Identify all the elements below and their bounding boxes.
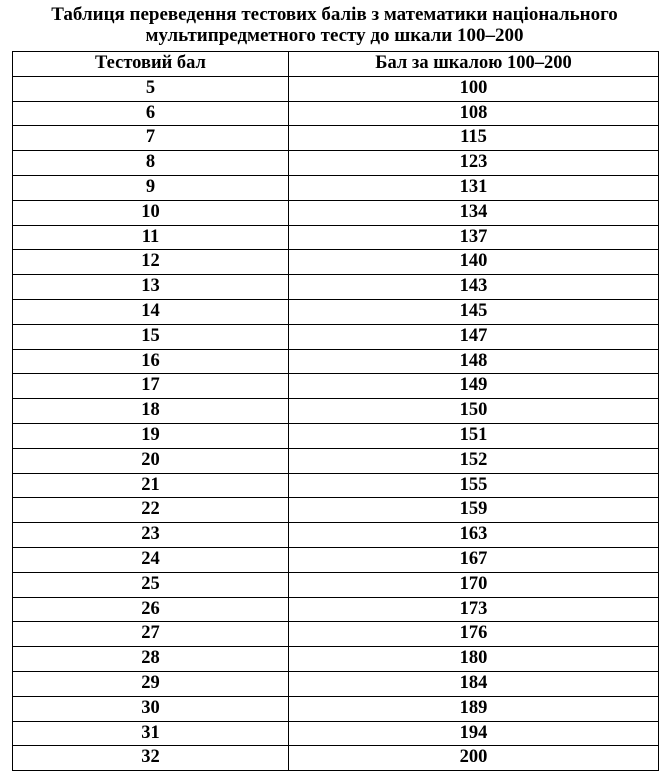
test-score-cell: 28 bbox=[13, 647, 289, 672]
header-scaled-score: Бал за шкалою 100–200 bbox=[289, 52, 659, 77]
test-score-cell: 29 bbox=[13, 671, 289, 696]
title-line-2: мультипредметного тесту до шкали 100–200 bbox=[145, 25, 524, 46]
table-row bbox=[13, 473, 659, 498]
scaled-score-cell: 147 bbox=[289, 324, 659, 349]
table-row bbox=[13, 374, 659, 399]
table-row bbox=[13, 647, 659, 672]
scaled-score-cell: 131 bbox=[289, 175, 659, 200]
scaled-score-cell: 180 bbox=[289, 647, 659, 672]
table-row bbox=[13, 324, 659, 349]
table-row bbox=[13, 597, 659, 622]
scaled-score-cell: 173 bbox=[289, 597, 659, 622]
table-row bbox=[13, 399, 659, 424]
test-score-cell: 18 bbox=[13, 399, 289, 424]
test-score-cell: 16 bbox=[13, 349, 289, 374]
test-score-cell: 21 bbox=[13, 473, 289, 498]
table-row bbox=[13, 498, 659, 523]
table-row bbox=[13, 572, 659, 597]
test-score-cell: 5 bbox=[13, 76, 289, 101]
scaled-score-cell: 194 bbox=[289, 721, 659, 746]
table-row bbox=[13, 175, 659, 200]
scaled-score-cell: 163 bbox=[289, 523, 659, 548]
table-row bbox=[13, 225, 659, 250]
table-row bbox=[13, 448, 659, 473]
document-title bbox=[0, 4, 669, 46]
scaled-score-cell: 108 bbox=[289, 101, 659, 126]
scaled-score-cell: 145 bbox=[289, 299, 659, 324]
table-row bbox=[13, 76, 659, 101]
table-row bbox=[13, 126, 659, 151]
scaled-score-cell: 100 bbox=[289, 76, 659, 101]
table-row bbox=[13, 523, 659, 548]
table-row bbox=[13, 671, 659, 696]
test-score-cell: 19 bbox=[13, 423, 289, 448]
scaled-score-cell: 151 bbox=[289, 423, 659, 448]
scaled-score-cell: 167 bbox=[289, 547, 659, 572]
test-score-cell: 12 bbox=[13, 250, 289, 275]
table-row bbox=[13, 275, 659, 300]
table-row bbox=[13, 299, 659, 324]
test-score-cell: 20 bbox=[13, 448, 289, 473]
test-score-cell: 23 bbox=[13, 523, 289, 548]
test-score-cell: 6 bbox=[13, 101, 289, 126]
test-score-cell: 13 bbox=[13, 275, 289, 300]
scaled-score-cell: 176 bbox=[289, 622, 659, 647]
table-row bbox=[13, 101, 659, 126]
scaled-score-cell: 134 bbox=[289, 200, 659, 225]
table-row bbox=[13, 746, 659, 771]
test-score-cell: 9 bbox=[13, 175, 289, 200]
test-score-cell: 14 bbox=[13, 299, 289, 324]
test-score-cell: 24 bbox=[13, 547, 289, 572]
table-row bbox=[13, 547, 659, 572]
test-score-cell: 30 bbox=[13, 696, 289, 721]
scaled-score-cell: 150 bbox=[289, 399, 659, 424]
scaled-score-cell: 140 bbox=[289, 250, 659, 275]
test-score-cell: 17 bbox=[13, 374, 289, 399]
scaled-score-cell: 155 bbox=[289, 473, 659, 498]
scaled-score-cell: 189 bbox=[289, 696, 659, 721]
scaled-score-cell: 170 bbox=[289, 572, 659, 597]
test-score-cell: 25 bbox=[13, 572, 289, 597]
scaled-score-cell: 143 bbox=[289, 275, 659, 300]
test-score-cell: 27 bbox=[13, 622, 289, 647]
test-score-cell: 11 bbox=[13, 225, 289, 250]
test-score-cell: 10 bbox=[13, 200, 289, 225]
scaled-score-cell: 184 bbox=[289, 671, 659, 696]
scaled-score-cell: 115 bbox=[289, 126, 659, 151]
test-score-cell: 31 bbox=[13, 721, 289, 746]
scaled-score-cell: 200 bbox=[289, 746, 659, 771]
scaled-score-cell: 149 bbox=[289, 374, 659, 399]
header-test-score: Тестовий бал bbox=[13, 52, 289, 77]
scaled-score-cell: 159 bbox=[289, 498, 659, 523]
table-row bbox=[13, 423, 659, 448]
table-row bbox=[13, 721, 659, 746]
scaled-score-cell: 137 bbox=[289, 225, 659, 250]
table-row bbox=[13, 250, 659, 275]
table-row bbox=[13, 349, 659, 374]
table-body bbox=[13, 76, 659, 770]
table-row bbox=[13, 622, 659, 647]
table-row bbox=[13, 151, 659, 176]
test-score-cell: 32 bbox=[13, 746, 289, 771]
test-score-cell: 8 bbox=[13, 151, 289, 176]
table-header-row bbox=[13, 52, 659, 77]
test-score-cell: 7 bbox=[13, 126, 289, 151]
scaled-score-cell: 123 bbox=[289, 151, 659, 176]
table-row bbox=[13, 696, 659, 721]
test-score-cell: 15 bbox=[13, 324, 289, 349]
test-score-cell: 22 bbox=[13, 498, 289, 523]
conversion-table bbox=[12, 51, 659, 771]
test-score-cell: 26 bbox=[13, 597, 289, 622]
scaled-score-cell: 152 bbox=[289, 448, 659, 473]
table-row bbox=[13, 200, 659, 225]
scaled-score-cell: 148 bbox=[289, 349, 659, 374]
title-line-1: Таблиця переведення тестових балів з математики національного bbox=[51, 4, 618, 25]
